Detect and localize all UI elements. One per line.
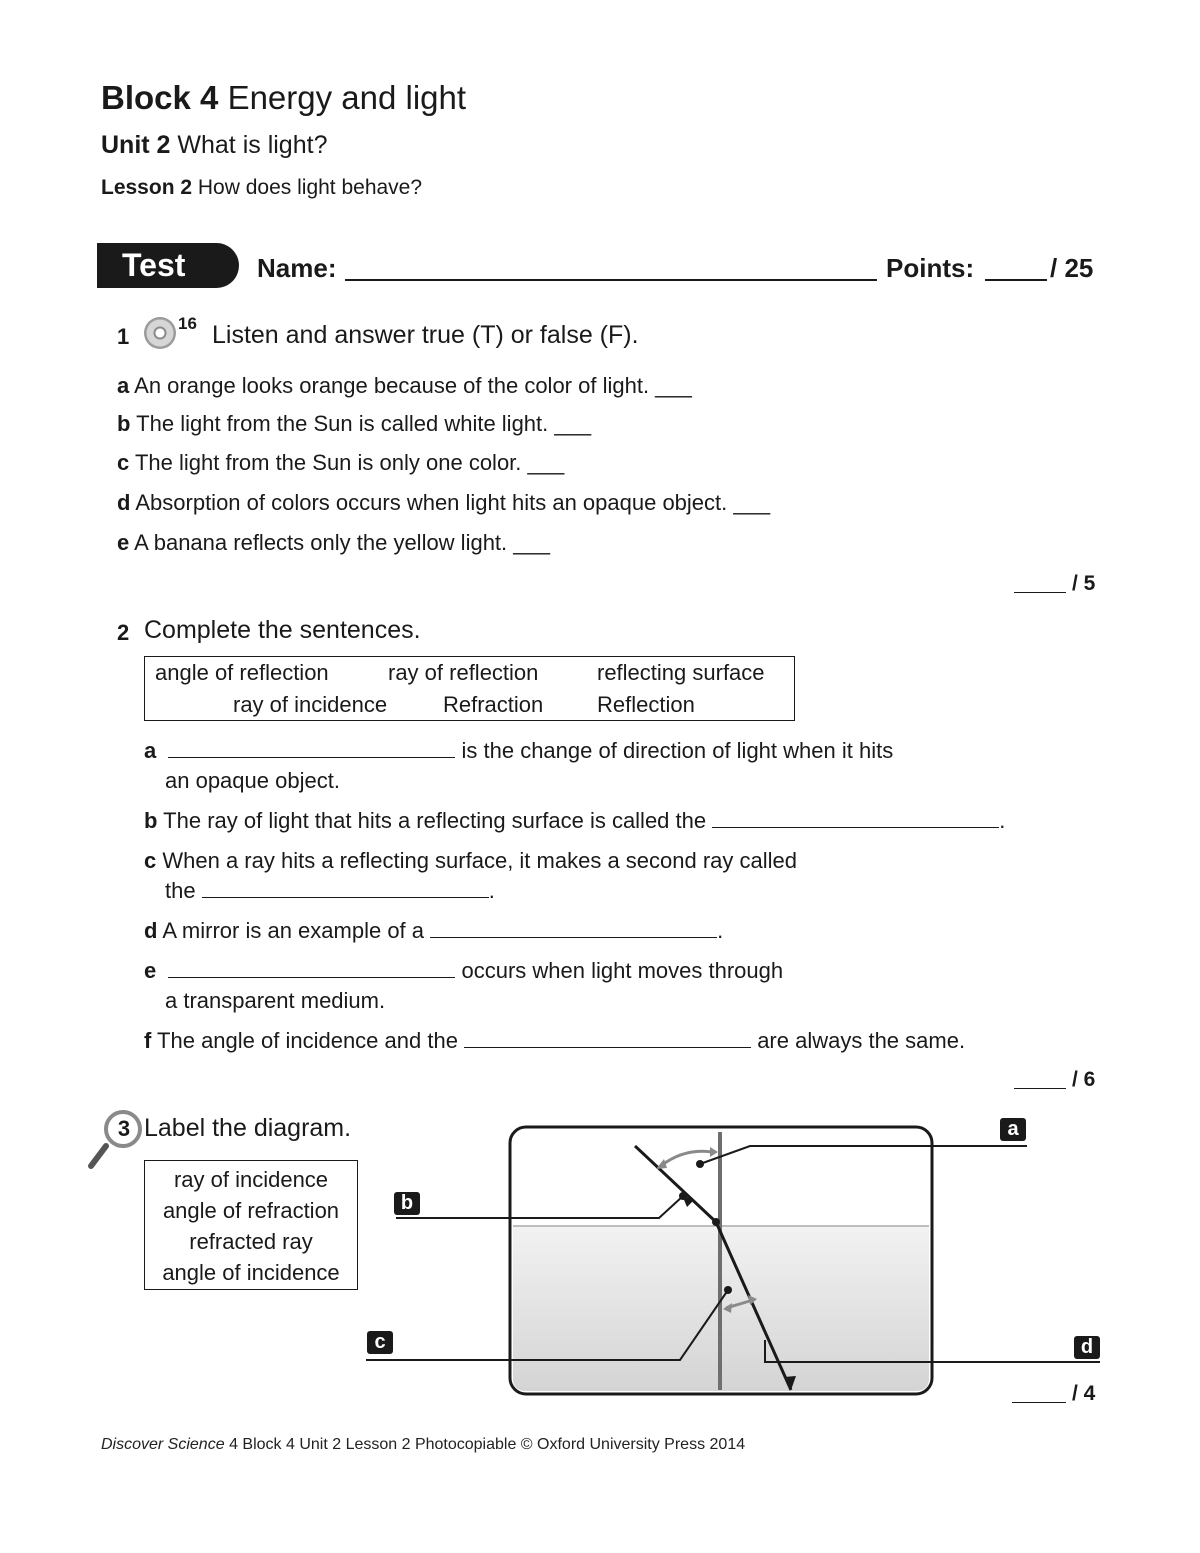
q3-score-total: / 4 [1072, 1382, 1096, 1405]
answer-blank[interactable] [430, 920, 717, 938]
q2-item-letter: e [144, 958, 157, 983]
audio-cd-icon [144, 317, 176, 349]
q1-item [117, 490, 770, 516]
word-bank-item: angle of incidence [162, 1260, 340, 1285]
word-bank-item: angle of reflection [155, 660, 329, 685]
q2-item-f [144, 1028, 965, 1054]
q2-score-field[interactable] [1014, 1088, 1066, 1089]
q2-item-text: A mirror is an example of a [162, 918, 425, 943]
q2-item-a [144, 738, 893, 764]
q2-item-text: occurs when light moves through [461, 958, 784, 983]
q2-item-c-line2: the . [165, 878, 495, 903]
q2-item-text: the [165, 878, 196, 903]
q1-item [117, 373, 692, 399]
points-total: / 25 [1050, 253, 1094, 283]
q1-track-number: 16 [178, 314, 197, 333]
word-bank-item: ray of incidence [173, 1167, 329, 1192]
q3-number: 3 [117, 1116, 131, 1141]
q2-item-d: d A mirror is an example of a . [144, 918, 724, 943]
unit-heading [101, 130, 327, 160]
q2-item-letter: c [144, 848, 157, 873]
q2-item-e [144, 958, 783, 984]
q1-item-letter: a [117, 373, 130, 398]
diagram-label-b: b [394, 1192, 420, 1215]
q2-score-total: / 6 [1072, 1068, 1096, 1091]
word-bank-item: reflecting surface [597, 660, 765, 685]
diagram-label-a: a [1000, 1118, 1026, 1141]
footer [101, 1436, 745, 1454]
word-bank-item: ray of incidence [233, 692, 388, 717]
q1-item-text: A banana reflects only the yellow light. ___ [134, 530, 550, 555]
unit-label: Unit 2 [101, 131, 171, 159]
name-label: Name: [257, 253, 337, 283]
q2-item-text: The angle of incidence and the [157, 1028, 458, 1053]
footer-book-title: Discover Science [101, 1436, 225, 1453]
q1-score-field[interactable] [1014, 592, 1066, 593]
q1-item-text: The light from the Sun is only one color. ___ [134, 450, 565, 475]
answer-blank[interactable] [712, 810, 999, 828]
test-tab: Test [97, 243, 239, 288]
q1-item-text: The light from the Sun is called white light. ___ [136, 411, 592, 436]
q2-item-a-line2: an opaque object. [165, 768, 340, 793]
lesson-title: How does light behave? [197, 176, 423, 199]
unit-title: What is light? [177, 131, 328, 159]
answer-blank[interactable] [168, 740, 455, 758]
answer-blank[interactable] [464, 1030, 751, 1048]
q2-item-text: When a ray hits a reflecting surface, it makes a second ray called [162, 848, 798, 873]
q1-number: 1 [117, 324, 130, 349]
q2-item-letter: a [144, 738, 157, 763]
answer-blank[interactable] [168, 960, 455, 978]
q2-item-b: b The ray of light that hits a reflecting surface is called the . [144, 808, 1006, 833]
q2-item-c [144, 848, 797, 874]
word-bank-item: Refraction [443, 692, 544, 717]
word-bank-item: ray of reflection [388, 660, 539, 685]
q1-item [117, 411, 591, 437]
points-field[interactable] [985, 279, 1047, 281]
q2-instruction: Complete the sentences. [144, 616, 421, 644]
q2-item-e-line2: a transparent medium. [165, 988, 386, 1013]
lesson-heading [101, 175, 422, 201]
word-bank-item: Reflection [597, 692, 695, 717]
q3-word-bank [144, 1160, 358, 1290]
q1-item-letter: e [117, 530, 130, 555]
lesson-label: Lesson 2 [101, 176, 193, 199]
block-label: Block 4 [101, 79, 219, 116]
block-heading [101, 80, 466, 116]
q1-item-text: An orange looks orange because of the color of light. ___ [134, 373, 692, 398]
q1-item-letter: b [117, 411, 131, 436]
word-bank-item: refracted ray [189, 1229, 313, 1254]
q3-instruction: Label the diagram. [144, 1114, 352, 1142]
q2-item-letter: b [144, 808, 158, 833]
name-field[interactable] [345, 279, 877, 281]
q2-item-letter: f [144, 1028, 152, 1053]
diagram-label-d: d [1074, 1336, 1100, 1359]
word-bank-item: angle of refraction [162, 1198, 340, 1223]
q1-item [117, 450, 564, 476]
footer-copyright: 4 Block 4 Unit 2 Lesson 2 Photocopiable © Oxford University Press 2014 [229, 1436, 746, 1453]
q2-item-text: is the change of direction of light when it hits [461, 738, 894, 763]
q1-item-letter: c [117, 450, 130, 475]
points-label: Points: [886, 253, 975, 283]
diagram-label-c: c [367, 1331, 393, 1354]
q3-score-field[interactable] [1012, 1402, 1066, 1403]
q2-word-bank [144, 656, 795, 721]
q1-score-total: / 5 [1072, 572, 1096, 595]
q1-item-letter: d [117, 490, 131, 515]
q1-item-text: Absorption of colors occurs when light hits an opaque object. ___ [135, 490, 771, 515]
block-title: Energy and light [227, 79, 467, 116]
q2-item-text: are always the same. [757, 1028, 966, 1053]
answer-blank[interactable] [202, 880, 489, 898]
q1-instruction: Listen and answer true (T) or false (F). [212, 321, 639, 349]
q2-item-letter: d [144, 918, 158, 943]
refraction-diagram [360, 1110, 1110, 1400]
q1-item [117, 530, 550, 556]
q2-item-text: The ray of light that hits a reflecting surface is called the [163, 808, 707, 833]
q2-number: 2 [117, 620, 130, 645]
